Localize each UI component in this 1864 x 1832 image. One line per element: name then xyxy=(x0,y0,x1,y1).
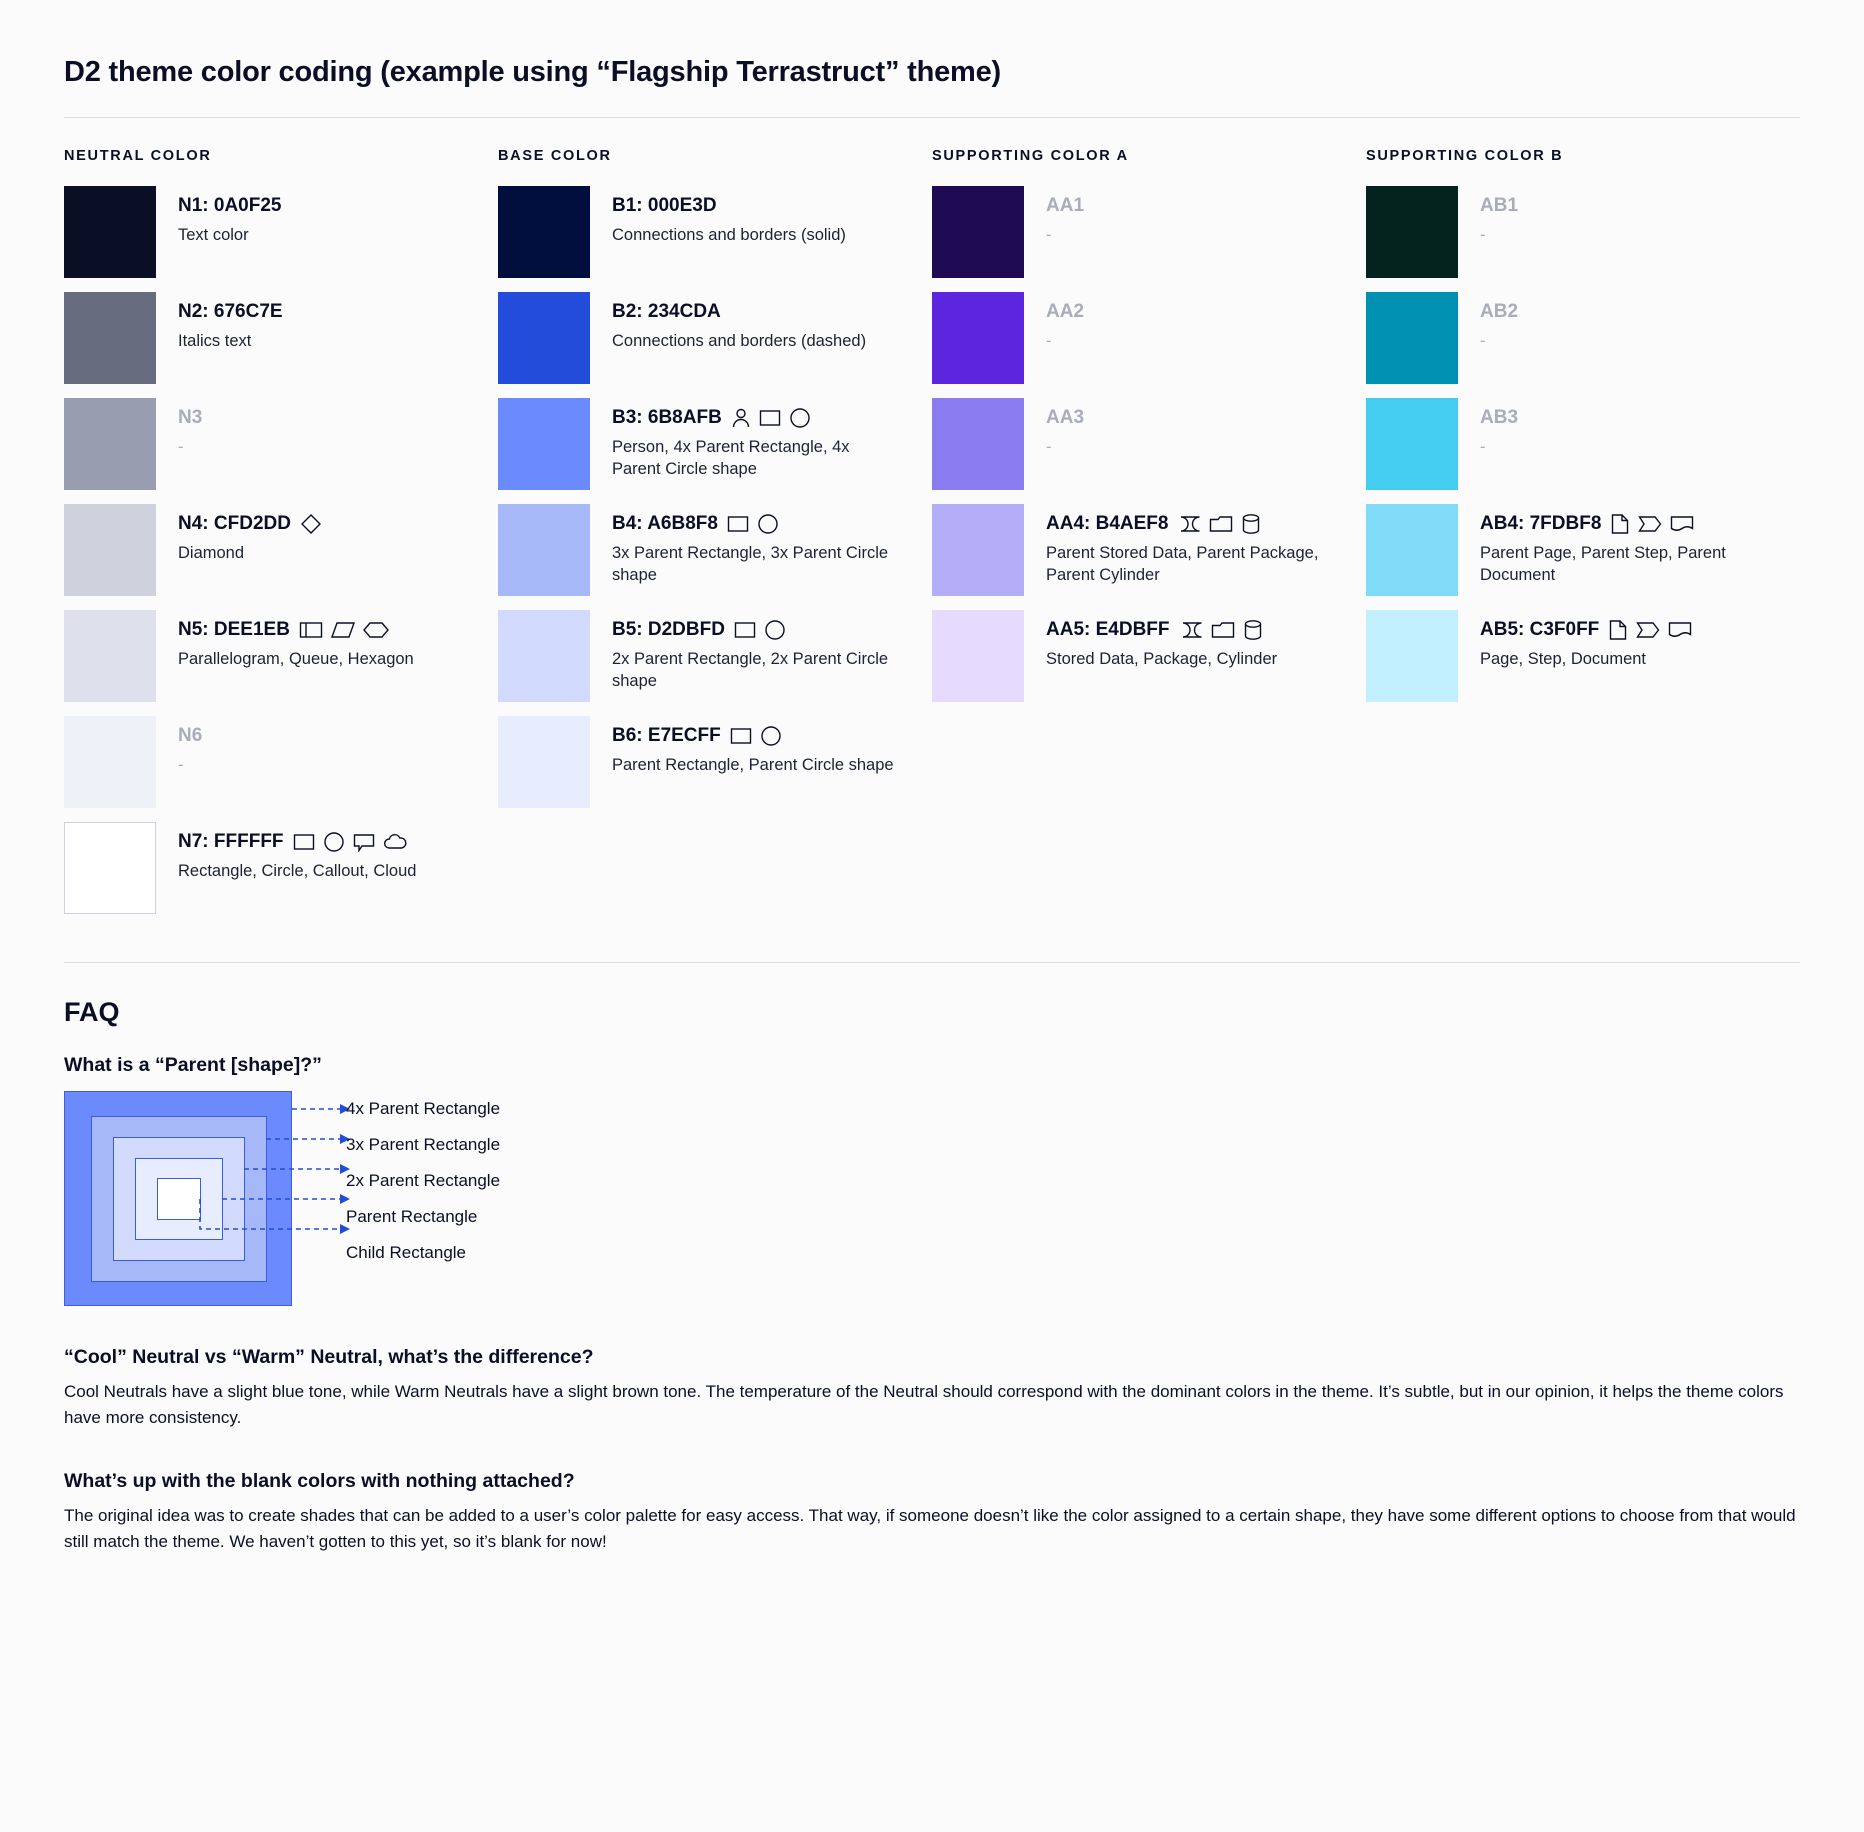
color-swatch-description: Parallelogram, Queue, Hexagon xyxy=(178,649,414,668)
color-swatch-text xyxy=(1458,398,1518,458)
color-swatch-text xyxy=(590,292,866,352)
color-swatch-name xyxy=(1046,300,1084,324)
color-swatch-label: AB1 xyxy=(1480,195,1519,216)
circle-icon xyxy=(760,725,782,747)
rectangle-icon xyxy=(293,832,315,852)
color-swatch-name xyxy=(178,830,416,854)
color-swatch-label: B2: 234CDA xyxy=(612,301,721,322)
color-swatch-description: Connections and borders (dashed) xyxy=(612,331,867,350)
shape-icon-group xyxy=(1177,513,1261,535)
color-columns xyxy=(64,148,1800,928)
color-swatch-name xyxy=(612,406,902,430)
color-swatch-row xyxy=(1366,292,1778,384)
page-icon xyxy=(1608,619,1628,641)
package-icon xyxy=(1209,514,1233,534)
color-swatch xyxy=(498,292,590,384)
color-swatch xyxy=(1366,398,1458,490)
color-swatch xyxy=(498,716,590,808)
title-divider xyxy=(64,117,1800,118)
color-swatch-description: Connections and borders (solid) xyxy=(612,225,846,244)
color-swatch-row xyxy=(1366,610,1778,702)
color-swatch-description: - xyxy=(1480,437,1486,456)
color-swatch-label: AB4: 7FDBF8 xyxy=(1480,513,1602,534)
color-swatch-description: - xyxy=(1046,331,1052,350)
color-swatch-name xyxy=(178,406,202,430)
color-swatch-label: B4: A6B8F8 xyxy=(612,513,718,534)
color-swatch-row xyxy=(1366,504,1778,596)
color-swatch-label: B1: 000E3D xyxy=(612,195,717,216)
color-swatch-description: Person, 4x Parent Rectangle, 4x Parent Circle shape xyxy=(612,437,850,479)
color-swatch xyxy=(64,292,156,384)
page-icon xyxy=(1610,513,1630,535)
shape-icon-group xyxy=(731,407,811,429)
color-swatch-row xyxy=(64,822,476,914)
color-swatch-text xyxy=(590,716,894,776)
color-column xyxy=(1366,148,1800,928)
color-swatch-description: - xyxy=(1046,437,1052,456)
color-swatch xyxy=(498,398,590,490)
color-column-header: BASE COLOR xyxy=(498,148,612,164)
color-swatch xyxy=(64,186,156,278)
color-swatch-text xyxy=(590,504,902,586)
document-icon xyxy=(1670,514,1694,534)
color-swatch-text xyxy=(1458,186,1518,246)
stored-data-icon xyxy=(1179,620,1203,640)
color-swatch-label: AB5: C3F0FF xyxy=(1480,619,1600,640)
shape-icon-group xyxy=(1610,513,1694,535)
color-swatch-name xyxy=(1046,194,1084,218)
color-column xyxy=(498,148,932,928)
nesting-label: Child Rectangle xyxy=(346,1243,467,1262)
color-swatch-label: N2: 676C7E xyxy=(178,301,283,322)
faq-answer-blank-colors: The original idea was to create shades that can be added to a user’s color palette for easy access. That way, if someone doesn’t like the color assigned to a certain shape, they have some different options to choose from that would still match the theme. We haven’t gotten to this yet, so it’s blank for now! xyxy=(64,1506,1796,1551)
color-swatch-name xyxy=(1046,618,1277,642)
color-swatch xyxy=(1366,504,1458,596)
color-swatch-text xyxy=(1024,504,1336,586)
faq-section xyxy=(64,997,1800,1554)
faq-divider xyxy=(64,962,1800,963)
color-swatch-row xyxy=(498,398,910,490)
color-swatch-row xyxy=(64,398,476,490)
color-swatch-label: AA5: E4DBFF xyxy=(1046,619,1170,640)
color-swatch-name xyxy=(612,724,894,748)
color-swatch-row xyxy=(932,292,1344,384)
color-swatch-description: Parent Rectangle, Parent Circle shape xyxy=(612,755,894,774)
color-swatch xyxy=(932,504,1024,596)
color-swatch xyxy=(1366,610,1458,702)
color-swatch-row xyxy=(498,186,910,278)
color-swatch-description: Text color xyxy=(178,225,249,244)
shape-icon-group xyxy=(727,513,779,535)
color-swatch-text xyxy=(156,504,322,564)
color-swatch-text xyxy=(1024,292,1084,352)
color-swatch-text xyxy=(1024,398,1084,458)
color-swatch xyxy=(64,610,156,702)
page-title: D2 theme color coding (example using “Flagship Terrastruct” theme) xyxy=(64,56,1002,88)
nesting-label: Parent Rectangle xyxy=(346,1207,478,1226)
color-swatch-description: - xyxy=(178,437,184,456)
diamond-icon xyxy=(300,513,322,535)
color-swatch xyxy=(932,186,1024,278)
color-swatch xyxy=(498,186,590,278)
shape-icon-group xyxy=(734,619,786,641)
color-swatch-label: N7: FFFFFF xyxy=(178,831,284,852)
color-swatch xyxy=(498,504,590,596)
color-swatch xyxy=(64,716,156,808)
color-swatch-description: - xyxy=(1480,331,1486,350)
color-swatch-label: N4: CFD2DD xyxy=(178,513,291,534)
color-swatch-text xyxy=(590,398,902,480)
color-swatch-name xyxy=(1046,512,1336,536)
color-swatch xyxy=(498,610,590,702)
rectangle-icon xyxy=(730,726,752,746)
color-swatch-row xyxy=(1366,186,1778,278)
color-swatch-name xyxy=(178,618,414,642)
color-swatch-name xyxy=(1480,618,1692,642)
color-swatch-label: N3 xyxy=(178,407,203,428)
color-swatch-name xyxy=(178,300,283,324)
color-swatch-text xyxy=(590,186,846,246)
circle-icon xyxy=(764,619,786,641)
shape-icon-group xyxy=(293,831,409,853)
color-swatch xyxy=(64,504,156,596)
cloud-icon xyxy=(383,832,409,852)
color-swatch-name xyxy=(178,194,282,218)
color-swatch-description: Stored Data, Package, Cylinder xyxy=(1046,649,1278,668)
circle-icon xyxy=(789,407,811,429)
color-swatch-description: - xyxy=(1046,225,1052,244)
color-swatch-row xyxy=(1366,398,1778,490)
color-swatch-row xyxy=(498,292,910,384)
cylinder-icon xyxy=(1241,513,1261,535)
color-swatch-text xyxy=(156,186,282,246)
color-swatch-text xyxy=(590,610,902,692)
color-column-header: SUPPORTING COLOR A xyxy=(932,148,1129,164)
color-swatch-text xyxy=(1024,186,1084,246)
faq-answer-cool-warm: Cool Neutrals have a slight blue tone, while Warm Neutrals have a slight brown tone. The temperature of the Neutral should correspond with the dominant colors in the theme. It’s subtle, but in our opinion, it helps the theme colors have more consistency. xyxy=(64,1382,1784,1427)
faq-question-blank-colors: What’s up with the blank colors with nothing attached? xyxy=(64,1470,575,1492)
nesting-label: 2x Parent Rectangle xyxy=(346,1171,501,1190)
nesting-labels xyxy=(346,1091,500,1271)
color-swatch-row xyxy=(498,504,910,596)
color-swatch-description: Page, Step, Document xyxy=(1480,649,1647,668)
rectangle-icon xyxy=(759,408,781,428)
color-swatch-text xyxy=(156,822,416,882)
color-swatch-row xyxy=(932,398,1344,490)
color-column xyxy=(932,148,1366,928)
color-swatch-row xyxy=(932,504,1344,596)
nesting-label: 4x Parent Rectangle xyxy=(346,1099,501,1118)
color-swatch-row xyxy=(64,186,476,278)
shape-icon-group xyxy=(1179,619,1263,641)
color-swatch-name xyxy=(612,512,902,536)
color-swatch-name xyxy=(612,618,902,642)
color-swatch-description: Italics text xyxy=(178,331,252,350)
color-swatch-description: - xyxy=(178,755,184,774)
color-swatch xyxy=(932,610,1024,702)
color-swatch-row xyxy=(64,716,476,808)
color-swatch xyxy=(1366,186,1458,278)
color-swatch-text xyxy=(1458,610,1692,670)
color-swatch-text xyxy=(156,610,414,670)
step-icon xyxy=(1636,620,1660,640)
color-swatch-label: AA4: B4AEF8 xyxy=(1046,513,1169,534)
color-swatch-name xyxy=(1480,512,1770,536)
rectangle-icon xyxy=(727,514,749,534)
color-swatch-text xyxy=(156,292,283,352)
queue-icon xyxy=(299,620,323,640)
nesting-diagram xyxy=(64,1091,1800,1306)
color-swatch-description: 2x Parent Rectangle, 2x Parent Circle shape xyxy=(612,649,889,691)
color-swatch-description: 3x Parent Rectangle, 3x Parent Circle shape xyxy=(612,543,889,585)
color-swatch-description: Rectangle, Circle, Callout, Cloud xyxy=(178,861,417,880)
color-swatch-row xyxy=(932,610,1344,702)
color-swatch-text xyxy=(1458,292,1518,352)
color-swatch-name xyxy=(1480,406,1518,430)
color-swatch-label: AB2 xyxy=(1480,301,1519,322)
cylinder-icon xyxy=(1243,619,1263,641)
color-swatch-label: N6 xyxy=(178,725,203,746)
color-swatch-name xyxy=(612,194,846,218)
step-icon xyxy=(1638,514,1662,534)
color-swatch-row xyxy=(64,292,476,384)
person-icon xyxy=(731,407,751,429)
shape-icon-group xyxy=(1608,619,1692,641)
color-swatch-label: AA2 xyxy=(1046,301,1085,322)
faq-heading: FAQ xyxy=(64,997,120,1027)
parallelogram-icon xyxy=(331,620,355,640)
color-swatch-row xyxy=(498,716,910,808)
shape-icon-group xyxy=(730,725,782,747)
color-swatch-name xyxy=(178,724,202,748)
color-swatch-label: B5: D2DBFD xyxy=(612,619,725,640)
color-swatch-label: N5: DEE1EB xyxy=(178,619,290,640)
document-icon xyxy=(1668,620,1692,640)
nesting-label: 3x Parent Rectangle xyxy=(346,1135,501,1154)
color-swatch xyxy=(64,398,156,490)
color-swatch-row xyxy=(64,610,476,702)
color-swatch-label: AA1 xyxy=(1046,195,1085,216)
color-swatch-text xyxy=(1458,504,1770,586)
color-swatch-text xyxy=(156,716,202,776)
color-swatch-description: Parent Stored Data, Parent Package, Parent Cylinder xyxy=(1046,543,1319,585)
color-swatch xyxy=(1366,292,1458,384)
color-swatch-row xyxy=(932,186,1344,278)
color-swatch-name xyxy=(1480,194,1518,218)
color-swatch-name xyxy=(612,300,866,324)
color-column-header: SUPPORTING COLOR B xyxy=(1366,148,1564,164)
color-swatch-description: Parent Page, Parent Step, Parent Document xyxy=(1480,543,1726,585)
color-swatch-text xyxy=(1024,610,1277,670)
color-swatch xyxy=(64,822,156,914)
color-swatch-label: AB3 xyxy=(1480,407,1519,428)
color-swatch xyxy=(932,398,1024,490)
hexagon-icon xyxy=(363,620,389,640)
rectangle-icon xyxy=(734,620,756,640)
color-swatch-name xyxy=(1480,300,1518,324)
package-icon xyxy=(1211,620,1235,640)
callout-icon xyxy=(353,832,375,852)
color-swatch xyxy=(932,292,1024,384)
shape-icon-group xyxy=(299,620,389,640)
color-swatch-name xyxy=(178,512,322,536)
faq-question-parent-shape: What is a “Parent [shape]?” xyxy=(64,1054,322,1076)
color-swatch-label: B3: 6B8AFB xyxy=(612,407,722,428)
color-swatch-row xyxy=(498,610,910,702)
color-swatch-label: B6: E7ECFF xyxy=(612,725,721,746)
faq-question-cool-warm: “Cool” Neutral vs “Warm” Neutral, what’s the difference? xyxy=(64,1346,594,1368)
color-column-header: NEUTRAL COLOR xyxy=(64,148,212,164)
color-swatch-label: N1: 0A0F25 xyxy=(178,195,282,216)
color-swatch-text xyxy=(156,398,202,458)
color-column xyxy=(64,148,498,928)
color-swatch-label: AA3 xyxy=(1046,407,1085,428)
color-swatch-description: Diamond xyxy=(178,543,245,562)
shape-icon-group xyxy=(300,513,322,535)
color-swatch-name xyxy=(1046,406,1084,430)
circle-icon xyxy=(757,513,779,535)
color-swatch-row xyxy=(64,504,476,596)
circle-icon xyxy=(323,831,345,853)
color-swatch-description: - xyxy=(1480,225,1486,244)
stored-data-icon xyxy=(1177,514,1201,534)
